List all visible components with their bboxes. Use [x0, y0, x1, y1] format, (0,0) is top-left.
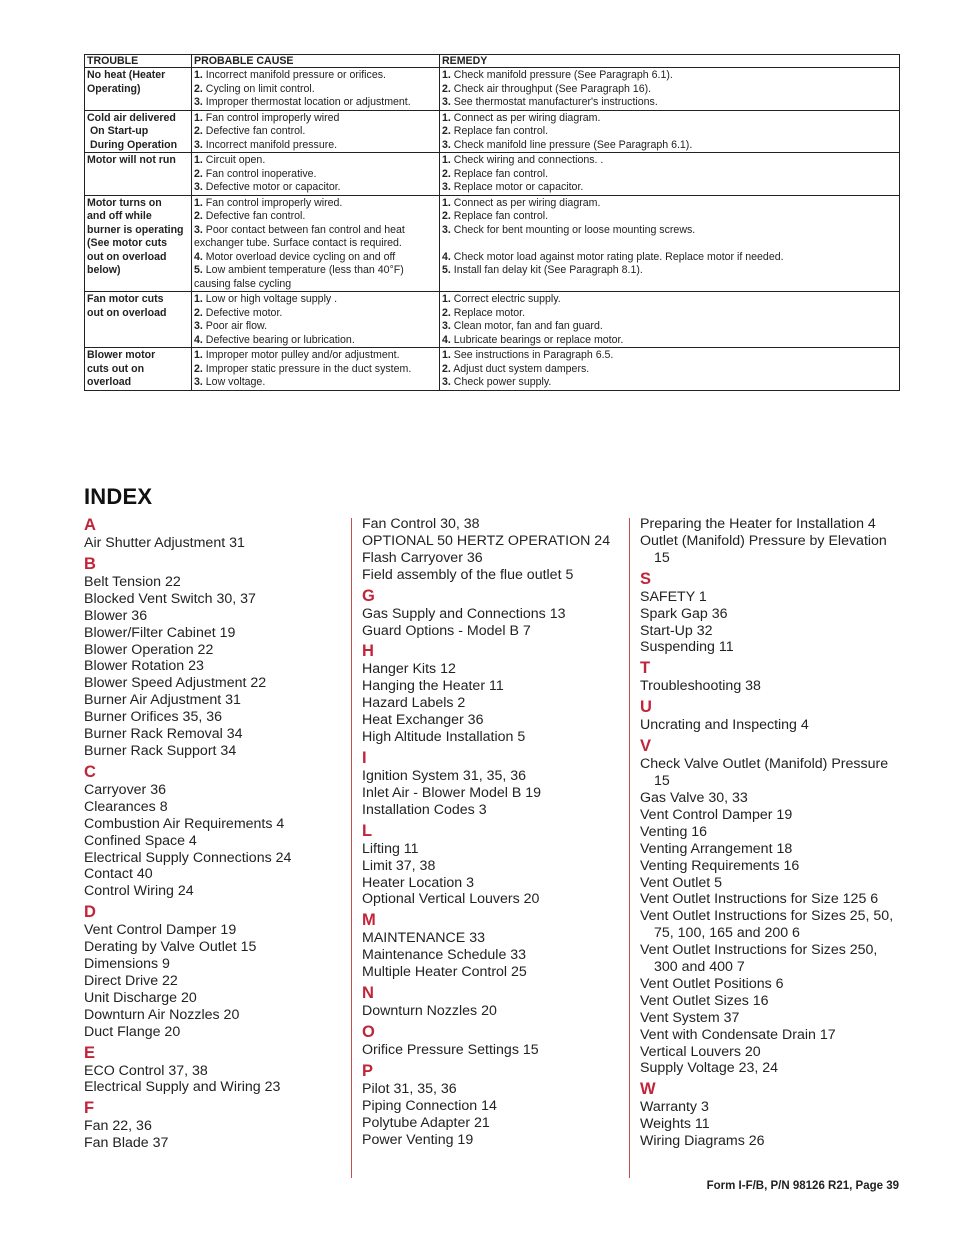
index-title: INDEX	[84, 484, 153, 509]
trouble-text: Blower motor	[87, 349, 156, 361]
remedy-text: Replace motor.	[450, 306, 526, 319]
cause-text: Defective bearing or lubrication.	[202, 333, 355, 346]
remedy-text: Check wiring and connections. .	[450, 154, 604, 166]
table-row	[85, 110, 900, 153]
cause-number: 3.	[194, 181, 203, 193]
remedy-text: Replace motor or capacitor.	[450, 181, 584, 193]
index-entry: Burner Orifices 35, 36	[84, 709, 222, 726]
trouble-text: (See motor cuts	[87, 237, 168, 249]
remedy-line	[442, 96, 897, 110]
index-letter-heading: H	[362, 642, 374, 661]
cause-line	[194, 307, 437, 321]
index-entry: Limit 37, 38	[362, 857, 436, 874]
cause-text: Poor contact between fan control and heat	[202, 223, 405, 236]
index-entry: Preparing the Heater for Installation 4	[640, 516, 876, 532]
remedy-number: 1.	[442, 69, 451, 81]
index-entry: Heater Location 3	[362, 874, 474, 891]
index-entry: ECO Control 37, 38	[84, 1062, 208, 1079]
cause-number: 1.	[194, 349, 203, 361]
troubleshooting-table	[84, 54, 900, 391]
table-body	[85, 68, 900, 391]
cause-number: 2.	[194, 167, 203, 180]
remedy-cell	[440, 348, 900, 391]
cause-line	[194, 349, 437, 363]
trouble-cell	[85, 68, 192, 111]
remedy-line	[442, 210, 897, 224]
index-entry: Vent Outlet Positions 6	[640, 975, 784, 992]
trouble-text: Fan motor cuts	[87, 293, 164, 305]
remedy-line	[442, 69, 897, 83]
index-letter-heading: U	[640, 698, 652, 717]
remedy-text: Check manifold pressure (See Paragraph 6.1).	[450, 69, 673, 81]
index-entry: Blower Rotation 23	[84, 658, 204, 675]
index-entry: Fan Control 30, 38	[362, 516, 480, 532]
table-row	[85, 153, 900, 196]
index-entry: High Altitude Installation 5	[362, 729, 526, 746]
index-entry: Flash Carryover 36	[362, 549, 483, 566]
remedy-text: See instructions in Paragraph 6.5.	[450, 349, 614, 361]
index-entry: Fan 22, 36	[84, 1118, 152, 1135]
cause-text: Improper static pressure in the duct system.	[202, 362, 412, 375]
remedy-number: 1.	[442, 111, 451, 124]
remedy-number: 2.	[442, 210, 451, 222]
remedy-text: Connect as per wiring diagram.	[450, 196, 601, 209]
index-letter-heading: C	[84, 762, 96, 781]
index-letter-heading: L	[362, 821, 373, 840]
index-entry: Air Shutter Adjustment 31	[84, 535, 245, 551]
trouble-text: out on overload	[87, 250, 167, 263]
trouble-text: below)	[87, 264, 121, 276]
cause-line	[194, 376, 437, 390]
index-entry: Vent Control Damper 19	[640, 806, 793, 823]
index-letter-heading: S	[640, 569, 652, 588]
remedy-number: 3.	[442, 96, 451, 108]
remedy-text: Check for bent mounting or loose mounting screws.	[450, 223, 696, 236]
index-entry: Warranty 3	[640, 1099, 709, 1116]
index-entry: Contact 40	[84, 866, 153, 883]
index-entry: Multiple Heater Control 25	[362, 964, 527, 981]
index-entry: Wiring Diagrams 26	[640, 1133, 765, 1150]
index-entry: Inlet Air - Blower Model B 19	[362, 784, 541, 801]
index-entry: Check Valve Outlet (Manifold) Pressure 15	[640, 756, 889, 790]
cause-text: Defective motor or capacitor.	[202, 181, 341, 193]
remedy-number: 3.	[442, 320, 451, 332]
index-entry: Hanger Kits 12	[362, 661, 456, 678]
index-letter-heading: D	[84, 903, 96, 922]
index-letter-heading: B	[84, 554, 96, 573]
remedy-line	[442, 139, 897, 153]
remedy-line	[442, 363, 897, 377]
cause-cell	[192, 292, 440, 348]
remedy-cell	[440, 292, 900, 348]
page-footer: Form I-F/B, P/N 98126 R21, Page 39	[706, 1180, 899, 1192]
index-entry: Blower Operation 22	[84, 641, 214, 658]
cause-text: Incorrect manifold pressure or orifices.	[202, 69, 386, 81]
cause-text: Defective fan control.	[202, 210, 306, 222]
index-entry: Optional Vertical Louvers 20	[362, 891, 540, 908]
cause-line	[194, 293, 437, 307]
index-entry: SAFETY 1	[640, 588, 707, 605]
cause-text: Motor overload device cycling on and off	[202, 250, 396, 263]
remedy-number: 4.	[442, 333, 451, 346]
cause-line	[194, 363, 437, 377]
cause-number: 3.	[194, 320, 203, 332]
index-entry: Orifice Pressure Settings 15	[362, 1041, 539, 1058]
cause-text: Low ambient temperature (less than 40°F)	[202, 264, 404, 276]
cause-text: Circuit open.	[202, 154, 266, 166]
cause-line	[194, 125, 437, 139]
cause-text: Low voltage.	[202, 376, 266, 388]
index-entry: Electrical Supply and Wiring 23	[84, 1079, 281, 1096]
index-entry: Vent Outlet Instructions for Sizes 250, 300 and 400 7	[640, 942, 878, 976]
cause-text: Low or high voltage supply .	[202, 293, 338, 305]
index-letter-heading: F	[84, 1099, 95, 1118]
cause-line	[194, 251, 437, 265]
cause-number: 1.	[194, 111, 203, 124]
index-entry: Vent Outlet Instructions for Size 125 6	[640, 891, 879, 908]
remedy-line	[442, 293, 897, 307]
index-entry: Weights 11	[640, 1116, 710, 1133]
remedy-line	[442, 334, 897, 348]
cause-number: 3.	[194, 96, 203, 108]
column-divider	[629, 518, 630, 1178]
index-entry: Combustion Air Requirements 4	[84, 815, 285, 832]
index-entry: Burner Rack Removal 34	[84, 726, 243, 743]
index-entry: Suspending 11	[640, 639, 734, 656]
trouble-text: overload	[87, 376, 132, 388]
cause-number: 4.	[194, 333, 203, 346]
cause-line	[194, 112, 437, 126]
index-entry: Heat Exchanger 36	[362, 712, 484, 729]
remedy-cell	[440, 195, 900, 292]
remedy-line	[442, 264, 897, 278]
index-letter-heading: E	[84, 1043, 96, 1062]
cause-number: 5.	[194, 264, 203, 276]
cause-text: causing false cycling	[194, 277, 292, 290]
remedy-number: 1.	[442, 196, 451, 209]
cause-text: Fan control improperly wired.	[202, 196, 343, 209]
remedy-text: Check manifold line pressure (See Paragraph 6.1).	[450, 138, 693, 151]
index-letter-heading: W	[640, 1080, 656, 1099]
cause-line	[194, 264, 437, 278]
index-column-1	[84, 516, 346, 1152]
table-row	[85, 195, 900, 292]
remedy-line	[442, 251, 897, 265]
index-entry: Venting Requirements 16	[640, 857, 800, 874]
index-entry: Venting Arrangement 18	[640, 840, 793, 857]
cause-text: Cycling on limit control.	[202, 82, 315, 95]
remedy-number: 2.	[442, 306, 451, 319]
trouble-cell	[85, 153, 192, 196]
index-letter-heading: N	[362, 984, 374, 1003]
index-entry: Fan Blade 37	[84, 1135, 169, 1152]
index-entry: Vent System 37	[640, 1009, 740, 1026]
index-entry: Hazard Labels 2	[362, 695, 466, 712]
remedy-text: Check air throughput (See Paragraph 16).	[450, 82, 652, 95]
index-entry: Pilot 31, 35, 36	[362, 1080, 457, 1097]
cause-text: Improper thermostat location or adjustment.	[202, 96, 411, 108]
index-entry: Vent Outlet Sizes 16	[640, 992, 769, 1009]
index-entry: Troubleshooting 38	[640, 678, 761, 695]
cause-number: 1.	[194, 69, 203, 81]
trouble-cell	[85, 348, 192, 391]
trouble-text: burner is operating	[87, 223, 184, 236]
index-entry: Vertical Louvers 20	[640, 1043, 761, 1060]
index-entry: Start-Up 32	[640, 622, 713, 639]
index-entry: Installation Codes 3	[362, 801, 487, 818]
table-row	[85, 292, 900, 348]
cause-number: 3.	[194, 138, 203, 151]
trouble-text: Cold air delivered	[87, 111, 176, 124]
index-entry: Hanging the Heater 11	[362, 678, 504, 695]
remedy-line	[442, 307, 897, 321]
cause-line	[194, 237, 437, 251]
index-entry: Carryover 36	[84, 781, 167, 798]
table-row	[85, 68, 900, 111]
remedy-cell	[440, 110, 900, 153]
index-entry: Gas Valve 30, 33	[640, 789, 748, 806]
cause-cell	[192, 195, 440, 292]
cause-line	[194, 197, 437, 211]
remedy-text: Check motor load against motor rating plate. Replace motor if needed.	[450, 250, 784, 263]
remedy-text: Connect as per wiring diagram.	[450, 111, 601, 124]
remedy-number: 2.	[442, 362, 451, 375]
remedy-text: Adjust duct system dampers.	[450, 362, 590, 375]
remedy-line	[442, 349, 897, 363]
index-letter-heading: T	[640, 659, 651, 678]
trouble-text: No heat (Heater	[87, 69, 166, 81]
index-entry: Vent Outlet Instructions for Sizes 25, 50, 75, 100, 165 and 200 6	[640, 908, 894, 942]
column-divider	[351, 518, 352, 1178]
index-letter-heading: V	[640, 737, 652, 756]
remedy-text: Clean motor, fan and fan guard.	[450, 320, 603, 332]
remedy-number: 3.	[442, 223, 451, 236]
cause-number: 2.	[194, 306, 203, 319]
header-remedy: REMEDY	[440, 55, 900, 68]
cause-number: 2.	[194, 125, 203, 137]
remedy-text: Check power supply.	[450, 376, 552, 388]
remedy-line	[442, 237, 897, 251]
index-entry: Blower Speed Adjustment 22	[84, 675, 267, 692]
remedy-number: 1.	[442, 349, 451, 361]
remedy-text: Correct electric supply.	[450, 293, 561, 305]
index-letter-heading: M	[362, 911, 376, 930]
index-entry: Direct Drive 22	[84, 972, 178, 989]
index-entry: Dimensions 9	[84, 956, 170, 973]
remedy-number: 2.	[442, 125, 451, 137]
cause-cell	[192, 68, 440, 111]
remedy-text: Replace fan control.	[450, 210, 549, 222]
remedy-number: 3.	[442, 376, 451, 388]
index-entry: Burner Rack Support 34	[84, 742, 237, 759]
trouble-cell	[85, 195, 192, 292]
cause-cell	[192, 153, 440, 196]
header-trouble: TROUBLE	[85, 55, 192, 68]
index-entry: Guard Options - Model B 7	[362, 622, 531, 639]
index-letter-heading: O	[362, 1022, 375, 1041]
index-letter-heading: G	[362, 586, 375, 605]
cause-number: 3.	[194, 376, 203, 388]
remedy-number: 1.	[442, 154, 451, 166]
index-entry: Uncrating and Inspecting 4	[640, 717, 809, 734]
header-probable-cause: PROBABLE CAUSE	[192, 55, 440, 68]
remedy-text: Replace fan control.	[450, 167, 549, 180]
index-letter-heading: P	[362, 1061, 374, 1080]
remedy-cell	[440, 153, 900, 196]
remedy-text	[442, 237, 445, 249]
cause-number: 3.	[194, 223, 203, 236]
index-entry: Duct Flange 20	[84, 1023, 181, 1040]
index-entry: Blower/Filter Cabinet 19	[84, 624, 236, 641]
remedy-line	[442, 168, 897, 182]
trouble-text: and off while	[87, 210, 152, 222]
index-entry: Electrical Supply Connections 24	[84, 849, 292, 866]
remedy-line	[442, 125, 897, 139]
index-entry: Blower 36	[84, 607, 148, 624]
trouble-text: On Start-up	[87, 125, 149, 137]
cause-text: Fan control inoperative.	[202, 167, 317, 180]
index-letter-heading: A	[84, 516, 96, 534]
trouble-cell	[85, 292, 192, 348]
remedy-line	[442, 83, 897, 97]
index-entry: Vent Control Damper 19	[84, 922, 237, 939]
cause-cell	[192, 110, 440, 153]
remedy-number: 3.	[442, 138, 451, 151]
index-entry: Downturn Nozzles 20	[362, 1003, 497, 1020]
remedy-number: 2.	[442, 167, 451, 180]
cause-line	[194, 96, 437, 110]
cause-number: 2.	[194, 82, 203, 95]
index-entry: Blocked Vent Switch 30, 37	[84, 590, 256, 607]
index-entry: Maintenance Schedule 33	[362, 947, 527, 964]
cause-number: 1.	[194, 293, 203, 305]
cause-line	[194, 69, 437, 83]
cause-line	[194, 168, 437, 182]
trouble-text: out on overload	[87, 306, 167, 319]
index-column-3	[640, 516, 902, 1150]
cause-line	[194, 320, 437, 334]
cause-text: Defective motor.	[202, 306, 283, 319]
index-entry: Downturn Air Nozzles 20	[84, 1006, 240, 1023]
index-entry: Power Venting 19	[362, 1131, 474, 1148]
cause-line	[194, 139, 437, 153]
remedy-line	[442, 320, 897, 334]
index-entry: Vent Outlet 5	[640, 874, 723, 891]
remedy-text: See thermostat manufacturer's instructions.	[450, 96, 658, 108]
index-column-2	[362, 516, 626, 1148]
cause-cell	[192, 348, 440, 391]
remedy-number: 1.	[442, 293, 451, 305]
remedy-text: Replace fan control.	[450, 125, 549, 137]
cause-number: 1.	[194, 154, 203, 166]
index-entry: Vent with Condensate Drain 17	[640, 1026, 836, 1043]
trouble-cell	[85, 110, 192, 153]
cause-number: 2.	[194, 210, 203, 222]
trouble-text: Motor will not run	[87, 154, 176, 166]
cause-text: Defective fan control.	[202, 125, 306, 137]
remedy-line	[442, 181, 897, 195]
remedy-cell	[440, 68, 900, 111]
cause-line	[194, 278, 437, 292]
index-entry: Clearances 8	[84, 798, 168, 815]
index-entry: Lifting 11	[362, 840, 419, 857]
index-entry: OPTIONAL 50 HERTZ OPERATION 24	[362, 532, 611, 549]
table-row	[85, 348, 900, 391]
cause-line	[194, 334, 437, 348]
cause-text: Improper motor pulley and/or adjustment.	[202, 349, 400, 361]
index-entry: Unit Discharge 20	[84, 989, 197, 1006]
index-entry: Ignition System 31, 35, 36	[362, 767, 527, 784]
trouble-text: Operating)	[87, 82, 141, 95]
remedy-line	[442, 224, 897, 238]
index-entry: Derating by Valve Outlet 15	[84, 939, 257, 956]
index-entry: Polytube Adapter 21	[362, 1114, 490, 1131]
cause-text: Poor air flow.	[202, 320, 268, 332]
cause-line	[194, 210, 437, 224]
index-entry: Control Wiring 24	[84, 883, 194, 900]
remedy-number: 3.	[442, 181, 451, 193]
index-entry: Confined Space 4	[84, 832, 197, 849]
cause-number: 2.	[194, 362, 203, 375]
index-entry: Piping Connection 14	[362, 1097, 497, 1114]
index-entry: Belt Tension 22	[84, 573, 181, 590]
remedy-number: 2.	[442, 82, 451, 95]
cause-line	[194, 224, 437, 238]
index-entry: Gas Supply and Connections 13	[362, 605, 566, 622]
cause-number: 1.	[194, 196, 203, 209]
remedy-text: Install fan delay kit (See Paragraph 8.1).	[450, 264, 643, 276]
index-entry: Spark Gap 36	[640, 605, 728, 622]
index-entry: Supply Voltage 23, 24	[640, 1060, 779, 1077]
remedy-line	[442, 376, 897, 390]
cause-line	[194, 154, 437, 168]
trouble-text: Motor turns on	[87, 196, 162, 209]
remedy-number: 4.	[442, 250, 451, 263]
cause-text: Fan control improperly wired	[202, 111, 340, 124]
index-letter-heading: I	[362, 748, 367, 767]
cause-text: exchanger tube. Surface contact is required.	[194, 237, 402, 249]
cause-line	[194, 181, 437, 195]
index-entry: Field assembly of the flue outlet 5	[362, 566, 574, 583]
remedy-line	[442, 197, 897, 211]
cause-line	[194, 83, 437, 97]
table-header-row	[85, 55, 900, 68]
index-entry: Burner Air Adjustment 31	[84, 692, 241, 709]
remedy-text: Lubricate bearings or replace motor.	[450, 333, 624, 346]
trouble-text: cuts out on	[87, 362, 145, 375]
remedy-line	[442, 154, 897, 168]
cause-text: Incorrect manifold pressure.	[202, 138, 338, 151]
cause-number: 4.	[194, 250, 203, 263]
remedy-line	[442, 112, 897, 126]
index-entry: MAINTENANCE 33	[362, 930, 485, 947]
trouble-text: During Operation	[87, 138, 178, 151]
remedy-number: 5.	[442, 264, 451, 276]
index-entry: Venting 16	[640, 823, 708, 840]
index-entry: Outlet (Manifold) Pressure by Elevation 15	[640, 532, 887, 566]
